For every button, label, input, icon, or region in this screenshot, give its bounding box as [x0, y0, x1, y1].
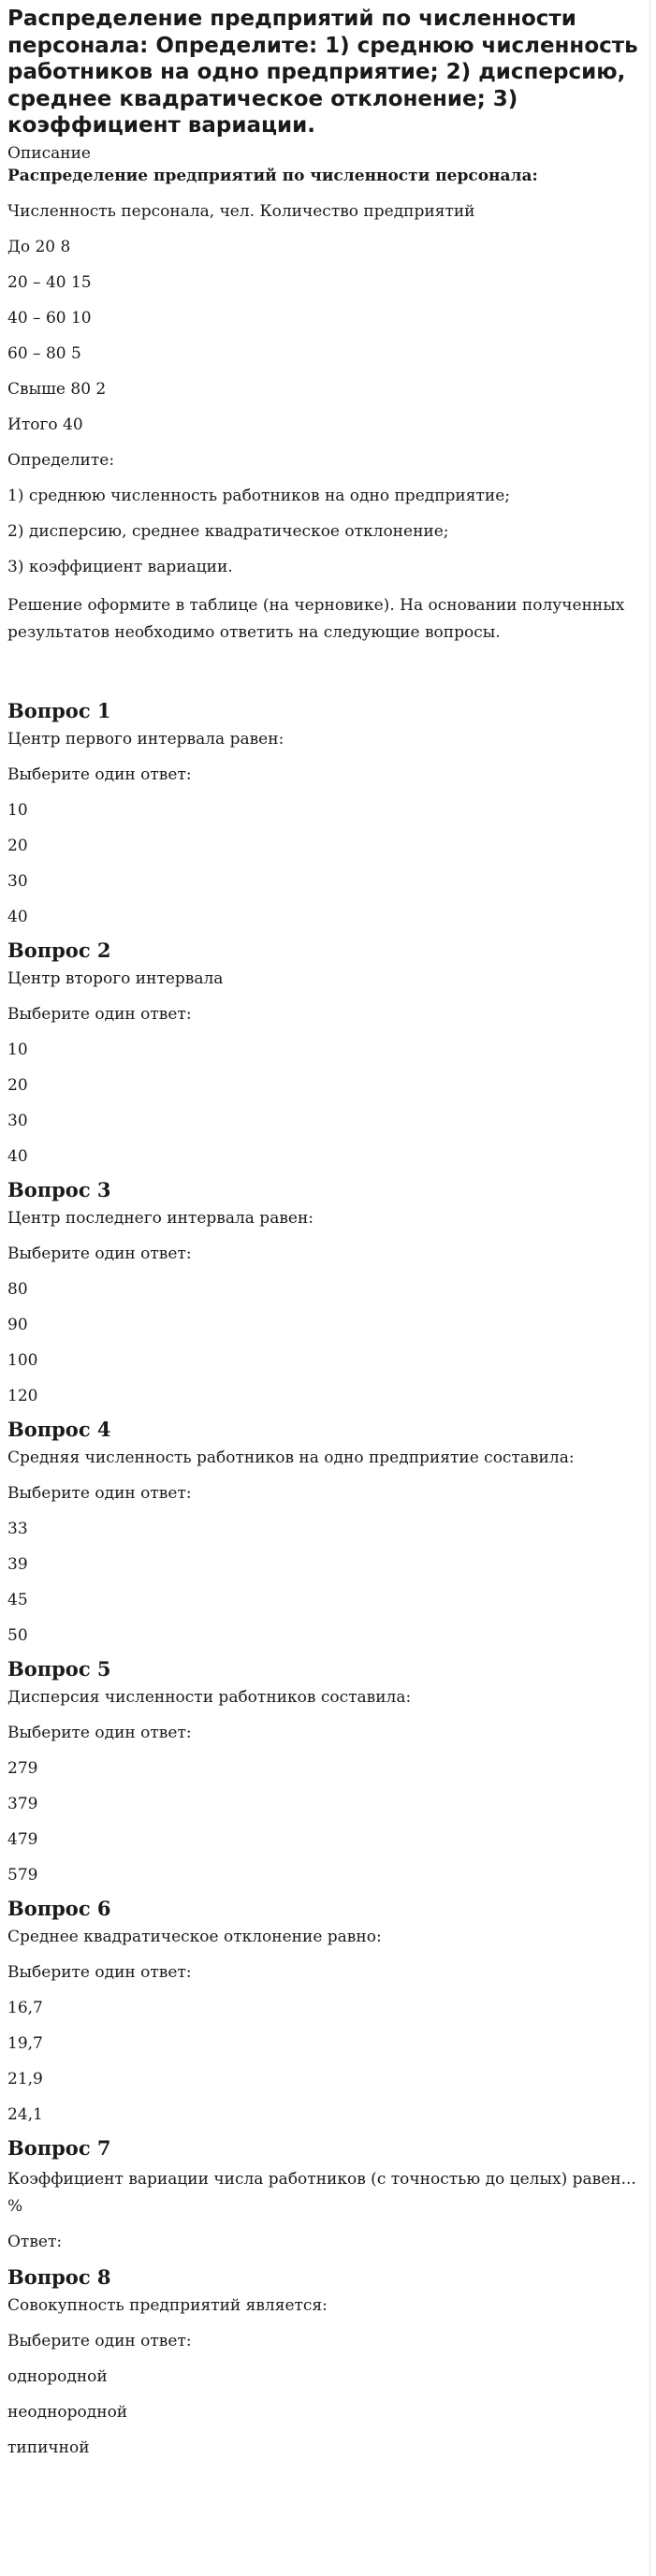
answer-option[interactable]: однородной	[7, 2366, 108, 2386]
answer-option[interactable]: 379	[7, 1794, 38, 1813]
answer-option[interactable]: 39	[7, 1554, 28, 1574]
description-line: Свыше 80 2	[7, 379, 107, 399]
description-label: Описание	[7, 143, 91, 163]
answer-option[interactable]: 33	[7, 1519, 28, 1538]
answer-option[interactable]: 90	[7, 1315, 28, 1334]
question-text: Центр второго интервала	[7, 968, 224, 988]
question-title: Вопрос 3	[7, 1177, 111, 1201]
answer-options	[7, 2366, 640, 2458]
answer-option[interactable]: 10	[7, 800, 28, 820]
answer-options	[7, 1279, 640, 1406]
question-4	[7, 1418, 640, 1646]
question-text: Коэффициент вариации числа работников (с точностью до целых) равен... %	[7, 2169, 636, 2216]
question-title: Вопрос 1	[7, 698, 111, 722]
description-line: 1) среднюю численность работников на одно предприятие;	[7, 486, 511, 505]
answer-label: Ответ:	[7, 2232, 63, 2251]
answer-option[interactable]: 579	[7, 1865, 38, 1885]
question-text: Совокупность предприятий является:	[7, 2295, 328, 2315]
answer-prompt: Выберите один ответ:	[7, 1962, 192, 1982]
question-title: Вопрос 4	[7, 1417, 111, 1441]
answer-option[interactable]: 40	[7, 1146, 28, 1166]
answer-option[interactable]: 30	[7, 871, 28, 891]
question-title: Вопрос 7	[7, 2135, 111, 2160]
answer-option[interactable]: 24,1	[7, 2104, 43, 2124]
description-line: 60 – 80 5	[7, 343, 81, 363]
answer-option[interactable]: 120	[7, 1386, 38, 1405]
question-8	[7, 2265, 640, 2458]
answer-option[interactable]: 50	[7, 1625, 28, 1645]
answer-option[interactable]: типичной	[7, 2438, 90, 2457]
answer-option[interactable]: 40	[7, 907, 28, 926]
question-6	[7, 1897, 640, 2125]
description-line: Итого 40	[7, 415, 83, 434]
description-lines	[7, 201, 640, 577]
answer-prompt: Выберите один ответ:	[7, 764, 192, 784]
answer-prompt: Выберите один ответ:	[7, 1244, 192, 1263]
question-2	[7, 939, 640, 1167]
answer-options	[7, 1519, 640, 1646]
answer-option[interactable]: 21,9	[7, 2069, 43, 2088]
description-line: Определите:	[7, 450, 115, 470]
question-title: Вопрос 6	[7, 1896, 111, 1920]
answer-option[interactable]: 30	[7, 1111, 28, 1130]
answer-options	[7, 1998, 640, 2125]
answer-prompt: Выберите один ответ:	[7, 1483, 192, 1503]
answer-row	[7, 2232, 640, 2252]
description-paragraph: Решение оформите в таблице (на черновике). На основании полученных результатов необходимо ответить на следующие вопросы.	[7, 595, 625, 642]
answer-options	[7, 1040, 640, 1167]
answer-prompt: Выберите один ответ:	[7, 1004, 192, 1024]
description-line: 2) дисперсию, среднее квадратическое отклонение;	[7, 521, 449, 541]
answer-option[interactable]: 16,7	[7, 1998, 43, 2017]
question-5	[7, 1657, 640, 1885]
question-7	[7, 2136, 640, 2252]
description-block	[7, 144, 640, 647]
question-3	[7, 1178, 640, 1406]
description-line: 20 – 40 15	[7, 272, 92, 292]
question-text: Средняя численность работников на одно предприятие составила:	[7, 1448, 575, 1467]
question-1	[7, 699, 640, 927]
answer-option[interactable]: 80	[7, 1279, 28, 1299]
question-text: Центр первого интервала равен:	[7, 729, 284, 749]
page-title: Распределение предприятий по численности персонала: Определите: 1) среднюю численность работников на одно предприятие; 2) дисперсию, среднее квадратическое отклонение; 3) коэффициент вариации.	[7, 7, 638, 138]
description-line: 3) коэффициент вариации.	[7, 557, 233, 576]
description-line: 40 – 60 10	[7, 308, 92, 327]
question-text: Центр последнего интервала равен:	[7, 1208, 314, 1228]
answer-option[interactable]: неоднородной	[7, 2402, 128, 2422]
question-text: Дисперсия численности работников составила:	[7, 1687, 412, 1707]
answer-option[interactable]: 479	[7, 1829, 38, 1849]
answer-option[interactable]: 19,7	[7, 2033, 43, 2053]
question-title: Вопрос 5	[7, 1656, 111, 1681]
answer-option[interactable]: 20	[7, 1075, 28, 1095]
description-line: До 20 8	[7, 237, 71, 256]
description-line: Численность персонала, чел. Количество предприятий	[7, 201, 475, 221]
answer-option[interactable]: 45	[7, 1590, 28, 1609]
answer-option[interactable]: 100	[7, 1350, 38, 1370]
question-text: Среднее квадратическое отклонение равно:	[7, 1927, 382, 1946]
answer-input[interactable]	[67, 2233, 255, 2251]
description-heading: Распределение предприятий по численности персонала:	[7, 166, 538, 185]
answer-options	[7, 1758, 640, 1885]
question-title: Вопрос 8	[7, 2264, 111, 2289]
answer-prompt: Выберите один ответ:	[7, 1723, 192, 1742]
answer-option[interactable]: 279	[7, 1758, 38, 1778]
answer-prompt: Выберите один ответ:	[7, 2331, 192, 2350]
question-title: Вопрос 2	[7, 938, 111, 962]
answer-options	[7, 800, 640, 927]
answer-option[interactable]: 20	[7, 836, 28, 855]
answer-option[interactable]: 10	[7, 1040, 28, 1059]
